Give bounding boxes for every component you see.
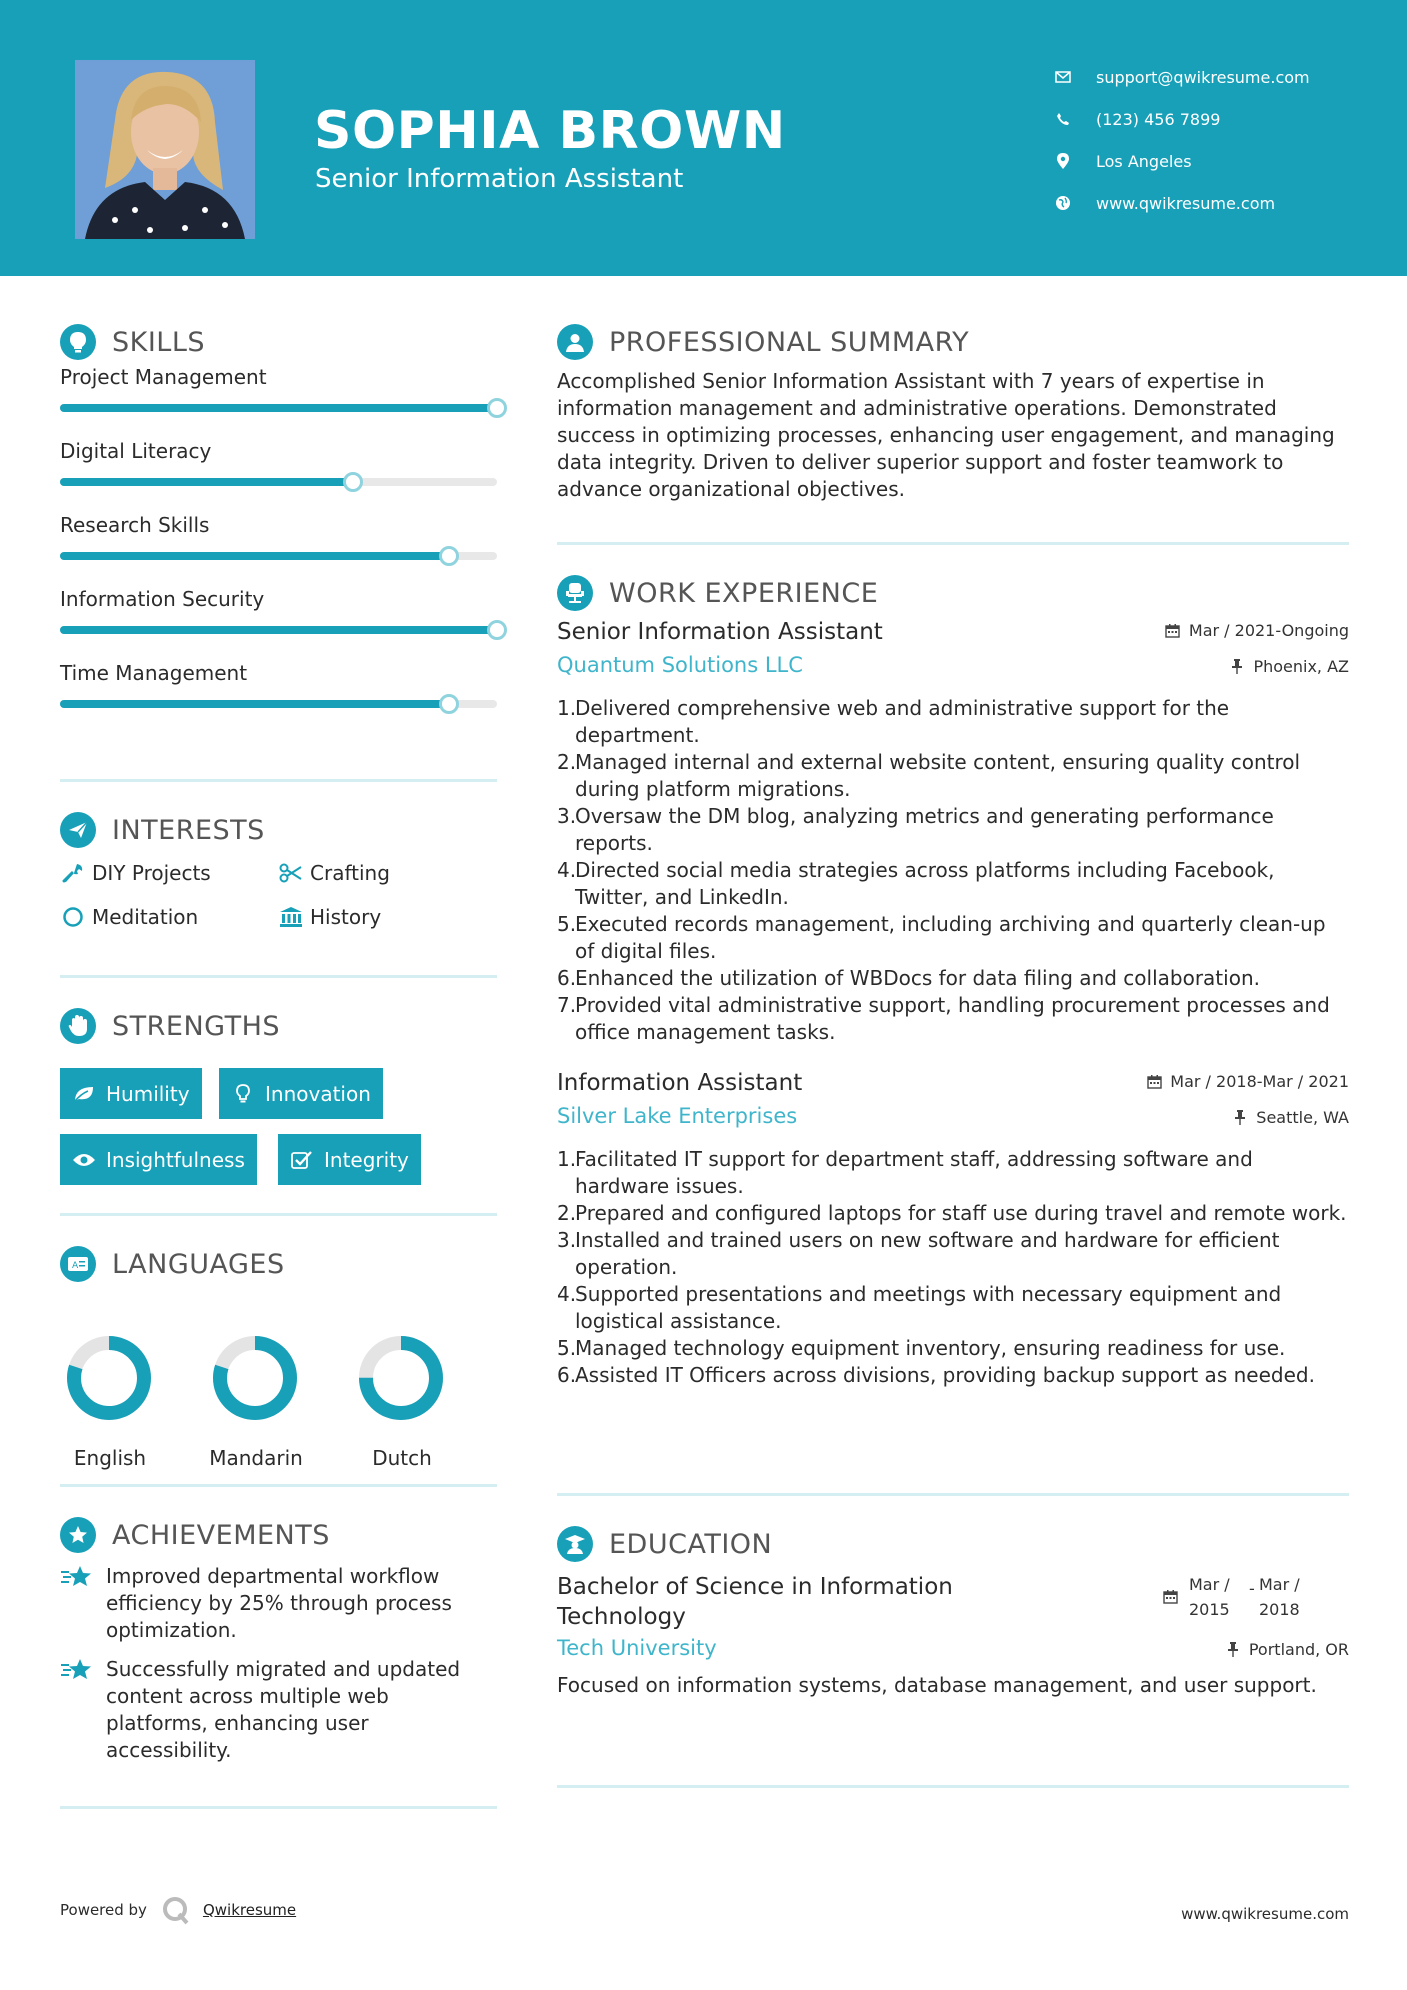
education-section	[557, 1526, 1349, 1699]
skill-item	[60, 586, 497, 634]
skill-level-knob	[487, 398, 507, 418]
experience-section	[557, 575, 1349, 1389]
strength-tag	[60, 1134, 257, 1185]
edu-start-year: 2015	[1189, 1600, 1230, 1619]
language-ring	[205, 1328, 305, 1428]
globe-icon	[1054, 194, 1072, 212]
duties-list	[557, 695, 1349, 1046]
skill-bar	[60, 478, 497, 486]
achievement-text: Improved departmental workflow efficiency by 25% through process optimization.	[106, 1564, 452, 1642]
calendar-icon	[1163, 1586, 1179, 1602]
pin-icon	[1225, 1642, 1241, 1658]
achievements-section	[60, 1517, 497, 1764]
company-name: Silver Lake Enterprises	[557, 1104, 798, 1128]
footer-branding	[60, 1895, 296, 1925]
duty-text: Delivered comprehensive web and administrative support for the department.	[575, 696, 1230, 747]
skill-item	[60, 438, 497, 486]
strength-label: Insightfulness	[106, 1147, 245, 1172]
leaf-icon	[72, 1082, 96, 1106]
duty-item	[557, 1281, 1349, 1335]
duty-number: 5.	[557, 1336, 577, 1360]
contact-email-text: support@qwikresume.com	[1096, 67, 1310, 87]
duty-text: Installed and trained users on new software and hardware for efficient operation.	[575, 1228, 1280, 1279]
contact-website-text: www.qwikresume.com	[1096, 193, 1276, 213]
duty-text: Enhanced the utilization of WBDocs for data filing and collaboration.	[575, 966, 1260, 990]
skill-label: Project Management	[60, 365, 267, 389]
achievement-item	[60, 1563, 497, 1644]
contact-info	[1054, 56, 1310, 224]
job-dates-text: Mar / 2021-Ongoing	[1188, 621, 1349, 640]
summary-heading: PROFESSIONAL SUMMARY	[609, 326, 970, 358]
skill-bar-fill	[60, 552, 449, 560]
duty-number: 1.	[557, 1147, 577, 1171]
skill-item	[60, 364, 497, 412]
phone-icon	[1054, 110, 1072, 128]
duty-text: Managed technology equipment inventory, ensuring readiness for use.	[575, 1336, 1286, 1360]
skill-label: Information Security	[60, 587, 265, 611]
company-name: Quantum Solutions LLC	[557, 653, 803, 677]
divider	[557, 542, 1349, 545]
duty-item	[557, 911, 1349, 965]
job-title: Senior Information Assistant	[557, 619, 883, 645]
languages-section	[60, 1246, 497, 1470]
interest-item	[278, 904, 381, 930]
interests-section	[60, 812, 497, 950]
calendar-icon	[1165, 623, 1181, 639]
powered-by-text: Powered by	[60, 1901, 147, 1919]
duty-text: Managed internal and external website content, ensuring quality control during platform migrations.	[575, 750, 1301, 801]
language-name: English	[73, 1446, 147, 1470]
duties-list	[557, 1146, 1349, 1389]
user-icon	[557, 324, 593, 360]
wrench-icon	[60, 860, 86, 886]
institution-icon	[278, 904, 304, 930]
calendar-icon	[1146, 1074, 1162, 1090]
education-description: Focused on information systems, database management, and user support.	[557, 1673, 1317, 1697]
svg-text:A: A	[72, 1261, 79, 1271]
job-dates	[1146, 1072, 1349, 1091]
education-dates	[1163, 1572, 1309, 1622]
degree-line: Technology	[557, 1604, 686, 1630]
duty-number: 5.	[557, 912, 577, 936]
duty-item	[557, 749, 1349, 803]
lightbulb-icon	[60, 324, 96, 360]
check-square-icon	[290, 1148, 314, 1172]
pin-icon	[1232, 1110, 1248, 1126]
duty-text: Supported presentations and meetings with necessary equipment and logistical assistance.	[575, 1282, 1282, 1333]
resume-header	[0, 0, 1407, 276]
duty-number: 4.	[557, 1282, 577, 1306]
job-entry	[557, 619, 1349, 1046]
skill-bar	[60, 700, 497, 708]
duty-text: Facilitated IT support for department staff, addressing software and hardware issues.	[575, 1147, 1253, 1198]
language-item	[60, 1328, 160, 1470]
skill-bar-fill	[60, 478, 353, 486]
strengths-section	[60, 1008, 497, 1198]
school-location-text: Portland, OR	[1248, 1640, 1349, 1659]
language-icon	[60, 1246, 96, 1282]
skill-level-knob	[487, 620, 507, 640]
contact-location	[1054, 140, 1310, 182]
candidate-title: Senior Information Assistant	[315, 164, 684, 194]
divider	[60, 1213, 497, 1216]
contact-phone-text: (123) 456 7899	[1096, 109, 1221, 129]
star-icon	[60, 1563, 96, 1593]
skill-item	[60, 660, 497, 708]
achievements-heading: ACHIEVEMENTS	[112, 1519, 330, 1551]
contact-location-text: Los Angeles	[1096, 151, 1192, 171]
interests-heading: INTERESTS	[112, 814, 265, 846]
achievement-item	[60, 1656, 497, 1764]
duty-number: 7.	[557, 993, 577, 1017]
skill-level-knob	[439, 694, 459, 714]
duty-number: 2.	[557, 1201, 577, 1225]
skill-bar	[60, 552, 497, 560]
experience-heading: WORK EXPERIENCE	[609, 577, 879, 609]
duty-item	[557, 1146, 1349, 1200]
job-location-text: Phoenix, AZ	[1253, 657, 1349, 676]
strength-tag	[60, 1068, 202, 1119]
qwikresume-logo-icon	[161, 1895, 191, 1925]
contact-phone[interactable]	[1054, 98, 1310, 140]
job-title: Information Assistant	[557, 1070, 803, 1096]
duty-number: 4.	[557, 858, 577, 882]
divider	[60, 1806, 497, 1809]
pin-icon	[1229, 659, 1245, 675]
job-location	[1232, 1108, 1349, 1127]
school-location	[1225, 1640, 1349, 1659]
contact-email[interactable]	[1054, 56, 1310, 98]
duty-item	[557, 1362, 1349, 1389]
strength-tag	[219, 1068, 383, 1119]
hand-icon	[60, 1008, 96, 1044]
skill-bar-fill	[60, 404, 497, 412]
edu-start-month: Mar /	[1189, 1575, 1230, 1594]
skill-label: Research Skills	[60, 513, 210, 537]
skill-level-knob	[439, 546, 459, 566]
skills-section	[60, 324, 497, 708]
divider	[557, 1785, 1349, 1788]
scissors-icon	[278, 860, 304, 886]
duty-text: Oversaw the DM blog, analyzing metrics and generating performance reports.	[575, 804, 1274, 855]
duty-text: Prepared and configured laptops for staff use during travel and remote work.	[575, 1201, 1347, 1225]
edu-date-sep: -	[1249, 1579, 1255, 1598]
star-icon	[60, 1656, 96, 1686]
duty-number: 6.	[557, 966, 577, 990]
edu-end-month: Mar /	[1259, 1575, 1300, 1594]
divider	[60, 975, 497, 978]
skill-bar	[60, 404, 497, 412]
qwikresume-link[interactable]: Qwikresume	[202, 1901, 297, 1919]
divider	[557, 1493, 1349, 1496]
chair-icon	[557, 575, 593, 611]
language-item	[352, 1328, 452, 1470]
duty-item	[557, 992, 1349, 1046]
duty-item	[557, 695, 1349, 749]
candidate-name: SOPHIA BROWN	[314, 101, 786, 161]
duty-number: 3.	[557, 1228, 577, 1252]
languages-heading: LANGUAGES	[112, 1248, 285, 1280]
language-item	[206, 1328, 306, 1470]
envelope-icon	[1054, 68, 1072, 86]
divider	[60, 1484, 497, 1487]
school-name: Tech University	[557, 1636, 717, 1660]
circle-icon	[60, 904, 86, 930]
interest-label: History	[310, 905, 382, 929]
job-location-text: Seattle, WA	[1256, 1108, 1349, 1127]
duty-item	[557, 803, 1349, 857]
divider	[60, 779, 497, 782]
job-dates-text: Mar / 2018-Mar / 2021	[1170, 1072, 1349, 1091]
star-badge-icon	[60, 1517, 96, 1553]
lightbulb-icon	[231, 1082, 255, 1106]
strength-label: Humility	[106, 1081, 190, 1106]
skill-bar	[60, 626, 497, 634]
interest-label: Crafting	[310, 861, 390, 885]
job-entry	[557, 1070, 1349, 1389]
edu-start	[1189, 1572, 1249, 1622]
job-dates	[1165, 621, 1349, 640]
summary-text: Accomplished Senior Information Assistant with 7 years of expertise in information management and administrative operations. Demonstrated success in optimizing processes, enhancing user engagement, and managing data integrity. Driven to deliver superior support and foster teamwork to advance organizational objectives.	[557, 369, 1335, 501]
language-name: Dutch	[372, 1446, 432, 1470]
duty-item	[557, 1200, 1349, 1227]
edu-end	[1259, 1572, 1309, 1622]
interest-label: Meditation	[92, 905, 199, 929]
duty-number: 6.	[557, 1363, 577, 1387]
strength-tag	[278, 1134, 421, 1185]
skill-bar-fill	[60, 626, 497, 634]
duty-number: 3.	[557, 804, 577, 828]
language-ring	[59, 1328, 159, 1428]
duty-item	[557, 857, 1349, 911]
language-ring	[351, 1328, 451, 1428]
duty-item	[557, 1335, 1349, 1362]
skill-item	[60, 512, 497, 560]
interest-item	[60, 904, 198, 930]
map-pin-icon	[1054, 152, 1072, 170]
duty-number: 2.	[557, 750, 577, 774]
education-heading: EDUCATION	[609, 1528, 773, 1560]
job-location	[1229, 657, 1349, 676]
strength-label: Integrity	[324, 1147, 409, 1172]
summary-section	[557, 324, 1349, 503]
duty-text: Assisted IT Officers across divisions, providing backup support as needed.	[575, 1363, 1315, 1387]
language-name: Mandarin	[209, 1446, 303, 1470]
interest-item	[60, 860, 211, 886]
contact-website[interactable]	[1054, 182, 1310, 224]
duty-text: Executed records management, including archiving and quarterly clean-up of digital files.	[575, 912, 1326, 963]
strength-label: Innovation	[265, 1081, 371, 1106]
strengths-heading: STRENGTHS	[112, 1010, 281, 1042]
skill-label: Digital Literacy	[60, 439, 212, 463]
duty-number: 1.	[557, 696, 577, 720]
degree-line: Bachelor of Science in Information	[557, 1574, 953, 1600]
interest-label: DIY Projects	[92, 861, 211, 885]
graduate-icon	[557, 1526, 593, 1562]
duty-text: Directed social media strategies across platforms including Facebook, Twitter, and LinkedIn.	[575, 858, 1275, 909]
footer-website[interactable]: www.qwikresume.com	[1181, 1905, 1349, 1923]
skills-heading: SKILLS	[112, 326, 206, 358]
duty-item	[557, 965, 1349, 992]
eye-icon	[72, 1148, 96, 1172]
paper-plane-icon	[60, 812, 96, 848]
duty-text: Provided vital administrative support, handling procurement processes and office management tasks.	[575, 993, 1330, 1044]
skill-label: Time Management	[60, 661, 248, 685]
duty-item	[557, 1227, 1349, 1281]
achievement-text: Successfully migrated and updated content across multiple web platforms, enhancing user accessibility.	[106, 1657, 461, 1762]
skills-list	[60, 364, 497, 708]
profile-photo	[75, 60, 255, 239]
skill-level-knob	[343, 472, 363, 492]
edu-end-year: 2018	[1259, 1600, 1300, 1619]
skill-bar-fill	[60, 700, 449, 708]
interest-item	[278, 860, 390, 886]
